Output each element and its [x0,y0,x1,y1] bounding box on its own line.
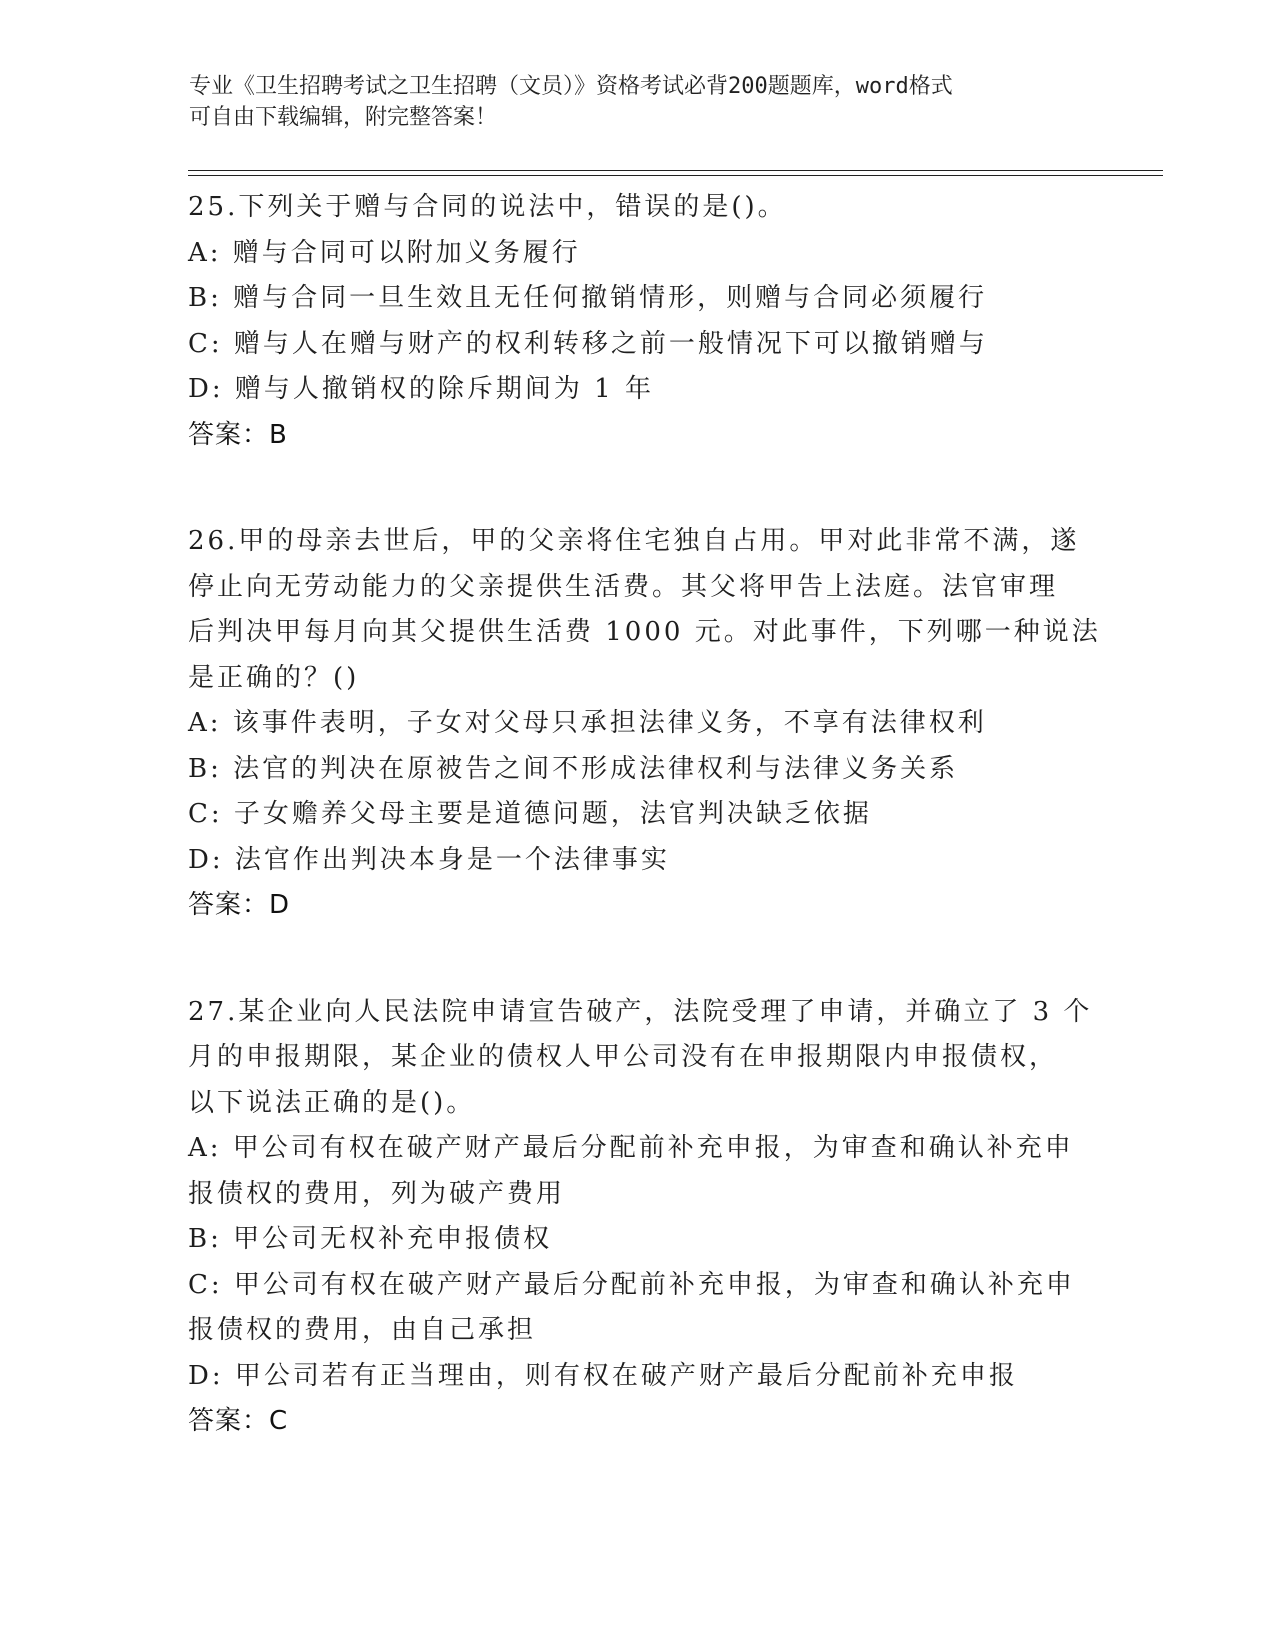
question-stem-line: 是正确的？() [188,662,360,693]
question-stem-line: 26.甲的母亲去世后，甲的父亲将住宅独自占用。甲对此非常不满，遂 [188,526,1080,556]
answer-key: 答案：B [188,419,288,450]
answer-option-line: 报债权的费用，列为破产费用 [188,1178,566,1209]
question-stem-line: 25.下列关于赠与合同的说法中，错误的是()。 [188,192,787,222]
answer-option-line: C: 赠与人在赠与财产的权利转移之前一般情况下可以撤销赠与 [188,328,988,359]
answer-option-line: A: 赠与合同可以附加义务履行 [188,237,581,268]
answer-key: 答案：D [188,890,291,920]
header-line: 专业《卫生招聘考试之卫生招聘（文员）》资格考试必背200题题库，word格式 [189,74,953,99]
header-divider-top [188,170,1163,171]
question-stem-line: 后判决甲每月向其父提供生活费 1000 元。对此事件，下列哪一种说法 [188,617,1101,647]
question-list [188,185,1101,1506]
answer-option-line: C: 甲公司有权在破产财产最后分配前补充申报，为审查和确认补充申 [188,1269,1075,1300]
answer-option-line: D: 甲公司若有正当理由，则有权在破产财产最后分配前补充申报 [188,1360,1018,1391]
answer-option-line: D: 法官作出判决本身是一个法律事实 [188,844,670,875]
answer-key: 答案：C [188,1406,289,1436]
question-block [188,519,1101,929]
answer-option-line: A: 该事件表明，子女对父母只承担法律义务，不享有法律权利 [188,708,987,738]
question-block [188,990,1093,1445]
answer-option-line: C: 子女赡养父母主要是道德问题，法官判决缺乏依据 [188,799,872,829]
answer-option-line: D: 赠与人撤销权的除斥期间为 1 年 [188,374,654,404]
question-stem-line: 27.某企业向人民法院申请宣告破产，法院受理了申请，并确立了 3 个 [188,996,1093,1027]
header-divider-bottom [188,175,1163,176]
answer-option-line: B: 法官的判决在原被告之间不形成法律权利与法律义务关系 [188,753,959,784]
answer-option-line: B: 赠与合同一旦生效且无任何撤销情形，则赠与合同必须履行 [188,283,988,313]
question-block [188,185,1088,458]
answer-option-line: A: 甲公司有权在破产财产最后分配前补充申报，为审查和确认补充申 [188,1133,1074,1163]
document-header [189,71,1069,133]
answer-option-line: B: 甲公司无权补充申报债权 [188,1224,553,1254]
answer-option-line: 报债权的费用，由自己承担 [188,1315,537,1345]
question-stem-line: 月的申报期限，某企业的债权人甲公司没有在申报期限内申报债权， [188,1042,1059,1072]
question-stem-line: 停止向无劳动能力的父亲提供生活费。其父将甲告上法庭。法官审理 [188,571,1059,602]
header-line: 可自由下载编辑，附完整答案！ [189,105,498,130]
question-stem-line: 以下说法正确的是()。 [188,1087,476,1118]
